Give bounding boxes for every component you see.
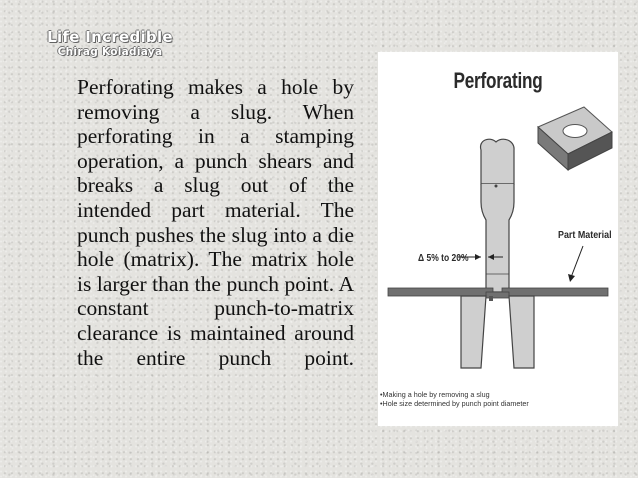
brand-logo <box>46 30 174 58</box>
brand-subtitle: Chirag Koladiaya <box>57 45 163 58</box>
perforating-figure <box>378 52 618 426</box>
figure-note: • Hole size determined by punch point diameter <box>380 399 616 408</box>
punch <box>481 139 515 292</box>
figure-note: • Making a hole by removing a slug <box>380 390 616 399</box>
die-matrix <box>461 296 534 368</box>
clearance-label: Δ 5% to 20% <box>418 253 469 264</box>
brand-title: Life Incredible <box>47 28 173 46</box>
figure-title: Perforating <box>453 68 543 93</box>
part-material-label: Part Material <box>558 229 612 241</box>
figure-notes <box>380 390 616 408</box>
slug-block <box>538 107 612 170</box>
part-material-arrow <box>568 246 583 282</box>
body-paragraph: Perforating makes a hole by removing a slug. When perforating in a stamping operation, a punch shears and breaks a slug out of the intended part material. The punch pushes the slug into a die hole (matrix). The matrix hole is larger than the punch point. A constant punch-to-matrix clearance is maintained around the entire punch point. <box>77 75 354 370</box>
